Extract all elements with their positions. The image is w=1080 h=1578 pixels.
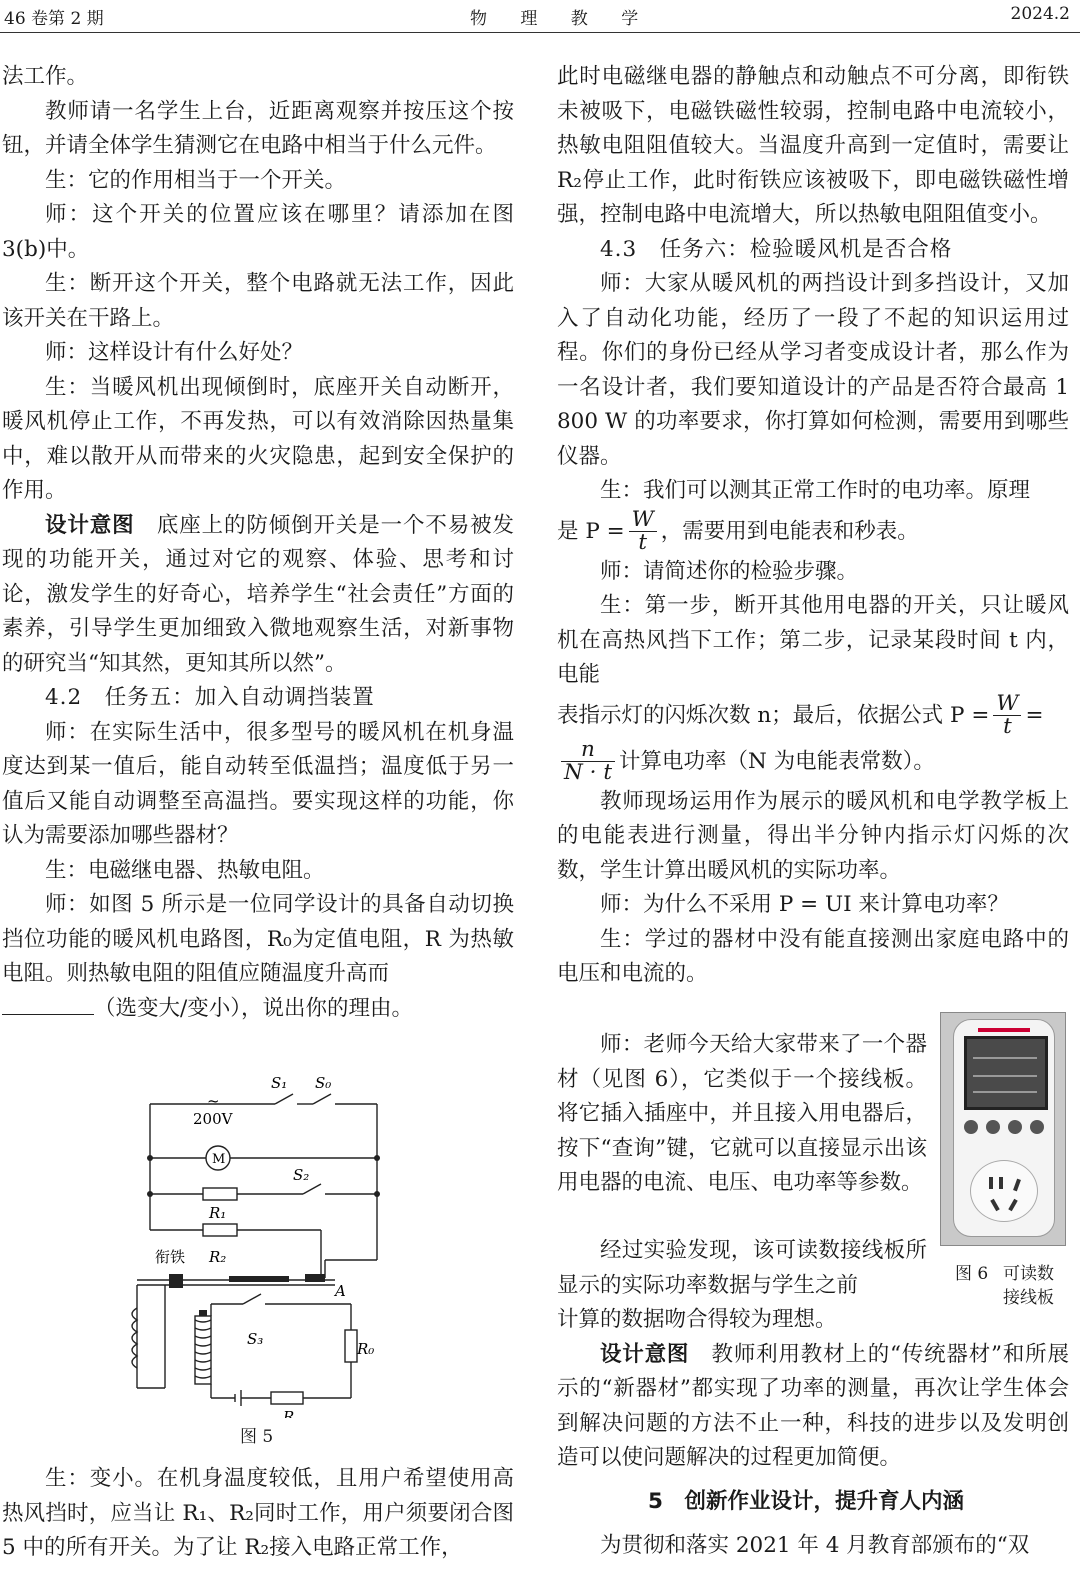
label-r2: R₂: [209, 1248, 227, 1266]
paragraph: [2, 888, 514, 1026]
right-column: [557, 60, 1069, 992]
circuit-diagram: [125, 1068, 395, 1418]
fraction-w-over-t: [993, 693, 1021, 738]
paragraph: 为贯彻和落实 2021 年 4 月教育部颁布的“双: [600, 1533, 1030, 1558]
paragraph: 师：这样设计有什么好处？: [45, 340, 304, 365]
formula-pre: 表指示灯的闪烁次数 n；最后，依据公式 P =: [557, 702, 990, 728]
volume-issue: 46 卷第 2 期: [4, 9, 104, 29]
journal-title: 物 理 教 学: [470, 9, 653, 29]
label-a: A: [335, 1282, 346, 1300]
label-armature: 衔铁: [155, 1248, 186, 1266]
paragraph: 此时电磁继电器的静触点和动触点不可分离，即衔铁未被吸下，电磁铁磁性较弱，控制电路中电流较小，热敏电阻阻值较大。当温度升高到一定值时，需要让 R₂停止工作，此时衔铁应该被吸下，即电磁铁磁性增强，控制电路中电流增大，所以热敏电阻阻值变小。: [557, 64, 1069, 227]
paragraph: 生：当暖风机出现倾倒时，底座开关自动断开，暖风机停止工作，不再发热，可以有效消除因热量集中，难以散开从而带来的火灾隐患，起到安全保护的作用。: [2, 374, 514, 503]
label-200v: 200V: [193, 1110, 233, 1128]
paragraph: 师：为什么不采用 P = UI 来计算电功率？: [600, 892, 1009, 917]
paragraph: 计算的数据吻合得较为理想。: [557, 1307, 837, 1332]
denominator: N · t: [564, 760, 612, 785]
figure-6-title-line1: 可读数: [1003, 1264, 1054, 1284]
label-tilde: ~: [207, 1092, 220, 1110]
paragraph: 经过实验发现，该可读数接线板所显示的实际功率数据与学生之前: [557, 1238, 927, 1298]
figure-6-photo: [940, 1012, 1066, 1246]
issue-date: 2024.2: [1010, 4, 1070, 24]
design-intent-text: 教师利用教材上的“传统器材”和所展示的“新器材”都实现了功率的测量，再次让学生体会到解决问题的方法不止一种，科技的进步以及发明创造可以使问题解决的过程更加简便。: [557, 1341, 1069, 1470]
numerator: W: [993, 693, 1021, 716]
design-intent-paragraph: [557, 1338, 1069, 1476]
design-intent-label: 设计意图: [600, 1341, 690, 1367]
label-motor: M: [212, 1152, 226, 1167]
section-heading-4-3: 4.3 任务六：检验暖风机是否合格: [600, 236, 953, 262]
answer-blank: [2, 992, 94, 1015]
paragraph: 法工作。: [2, 64, 89, 89]
section-heading-5: 5 创新作业设计，提升育人内涵: [648, 1489, 964, 1514]
label-s1: S₁: [271, 1074, 288, 1092]
label-s2: S₂: [293, 1166, 310, 1184]
fraction-w-over-t: [629, 509, 657, 554]
device-buttons: [962, 1120, 1046, 1142]
formula-line-2: [557, 693, 1069, 739]
paragraph: 生：变小。在机身温度较低，且用户希望使用高热风挡时，应当让 R₁、R₂同时工作，用户须要闭合图 5 中的所有开关。为了让 R₂接入电路正常工作，: [2, 1466, 514, 1560]
label-r: R: [283, 1408, 295, 1418]
formula-line-1: [557, 509, 1069, 555]
left-column-bottom: [2, 1462, 514, 1566]
formula-line-3: [557, 739, 1069, 785]
paragraph: 生：电磁继电器、热敏电阻。: [45, 857, 325, 883]
paragraph: 师：请简述你的检验步骤。: [600, 558, 859, 584]
paragraph: 师：大家从暖风机的两挡设计到多挡设计，又加入了自动化功能，经历了一段了不起的知识运用过程。你们的身份已经从学习者变成设计者，那么作为一名设计者，我们要知道设计的产品是否符合最高 1 800 W 的功率要求，你打算如何检测，需要用到哪些仪器。: [557, 271, 1069, 469]
paragraph: 教师请一名学生上台，近距离观察并按压这个按钮，并请全体学生猜测它在电路中相当于什么元件。: [2, 98, 514, 158]
section-heading-4-2: 4.2 任务五：加入自动调挡装置: [45, 685, 375, 710]
label-s0: S₀: [315, 1074, 332, 1092]
page-header: [0, 0, 1080, 34]
left-column: [2, 60, 514, 1026]
fraction-n-over-nt: [561, 739, 615, 784]
paragraph: 生：它的作用相当于一个开关。: [45, 167, 347, 193]
brand-label: [978, 1028, 1030, 1032]
paragraph-tail: （选变大/变小），说出你的理由。: [94, 995, 413, 1021]
numerator: W: [629, 509, 657, 532]
paragraph: 生：学过的器材中没有能直接测出家庭电路中的电压和电流的。: [557, 926, 1069, 986]
figure-5-caption: 图 5: [240, 1427, 274, 1447]
label-r1: R₁: [209, 1204, 227, 1222]
paragraph: 生：断开这个开关，整个电路就无法工作，因此该开关在干路上。: [2, 271, 514, 331]
paragraph: 生：我们可以测其正常工作时的电功率。原理: [600, 478, 1031, 503]
denominator: t: [1003, 714, 1012, 739]
figure-5-circuit: [125, 1068, 395, 1448]
label-r0: R₀: [357, 1340, 375, 1358]
paragraph-text: 师：如图 5 所示是一位同学设计的具备自动切换挡位功能的暖风机电路图，R₀为定值电阻，R 为热敏电阻。则热敏电阻的阻值应随温度升高而: [2, 892, 514, 986]
socket: [970, 1160, 1038, 1222]
denominator: t: [638, 530, 648, 555]
numerator: n: [561, 739, 615, 762]
design-intent-paragraph: [2, 509, 514, 682]
right-column-lower: [557, 1234, 1069, 1476]
equals-sign: =: [1025, 702, 1044, 728]
label-s3: S₃: [247, 1330, 264, 1348]
power-meter-device: [953, 1019, 1055, 1237]
paragraph: 师：在实际生活中，很多型号的暖风机在机身温度达到某一值后，能自动转至低温挡；温度低于另一值后又能自动调整至高温挡。要实现这样的功能，你认为需要添加哪些器材？: [2, 719, 514, 848]
figure-6-title-line2: 接线板: [1003, 1288, 1054, 1308]
paragraph: 教师现场运用作为展示的暖风机和电学教学板上的电能表进行测量，得出半分钟内指示灯闪烁的次数，学生计算出暖风机的实际功率。: [557, 788, 1069, 883]
figure-6-number: 图 6: [955, 1264, 989, 1284]
design-intent-label: 设计意图: [45, 512, 135, 538]
paragraph: 师：这个开关的位置应该在哪里？请添加在图 3(b)中。: [2, 202, 514, 262]
formula-post: 计算电功率（N 为电能表常数）。: [618, 748, 935, 774]
paragraph: 生：第一步，断开其他用电器的开关，只让暖风机在高热风挡下工作；第二步，记录某段时间 t 内，电能: [557, 593, 1069, 687]
lcd-screen: [964, 1036, 1048, 1110]
header-rule: [0, 32, 1080, 33]
right-column-narrow: [557, 1028, 927, 1201]
formula-pre: 是 P =: [557, 518, 625, 544]
paragraph: 师：老师今天给大家带来了一个器材（见图 6），它类似于一个接线板。将它插入插座中，并且接入用电器后，按下“查询”键，它就可以直接显示出该用电器的电流、电压、电功率等参数。: [557, 1032, 927, 1195]
formula-post: ，需要用到电能表和秒表。: [660, 518, 919, 544]
design-intent-text: 底座上的防倾倒开关是一个不易被发现的功能开关，通过对它的观察、体验、思考和讨论，激发学生的好奇心，培养学生“社会责任”方面的素养，引导学生更加细致入微地观察生活，对新事物的研究当“知其然，更知其所以然”。: [2, 512, 514, 676]
